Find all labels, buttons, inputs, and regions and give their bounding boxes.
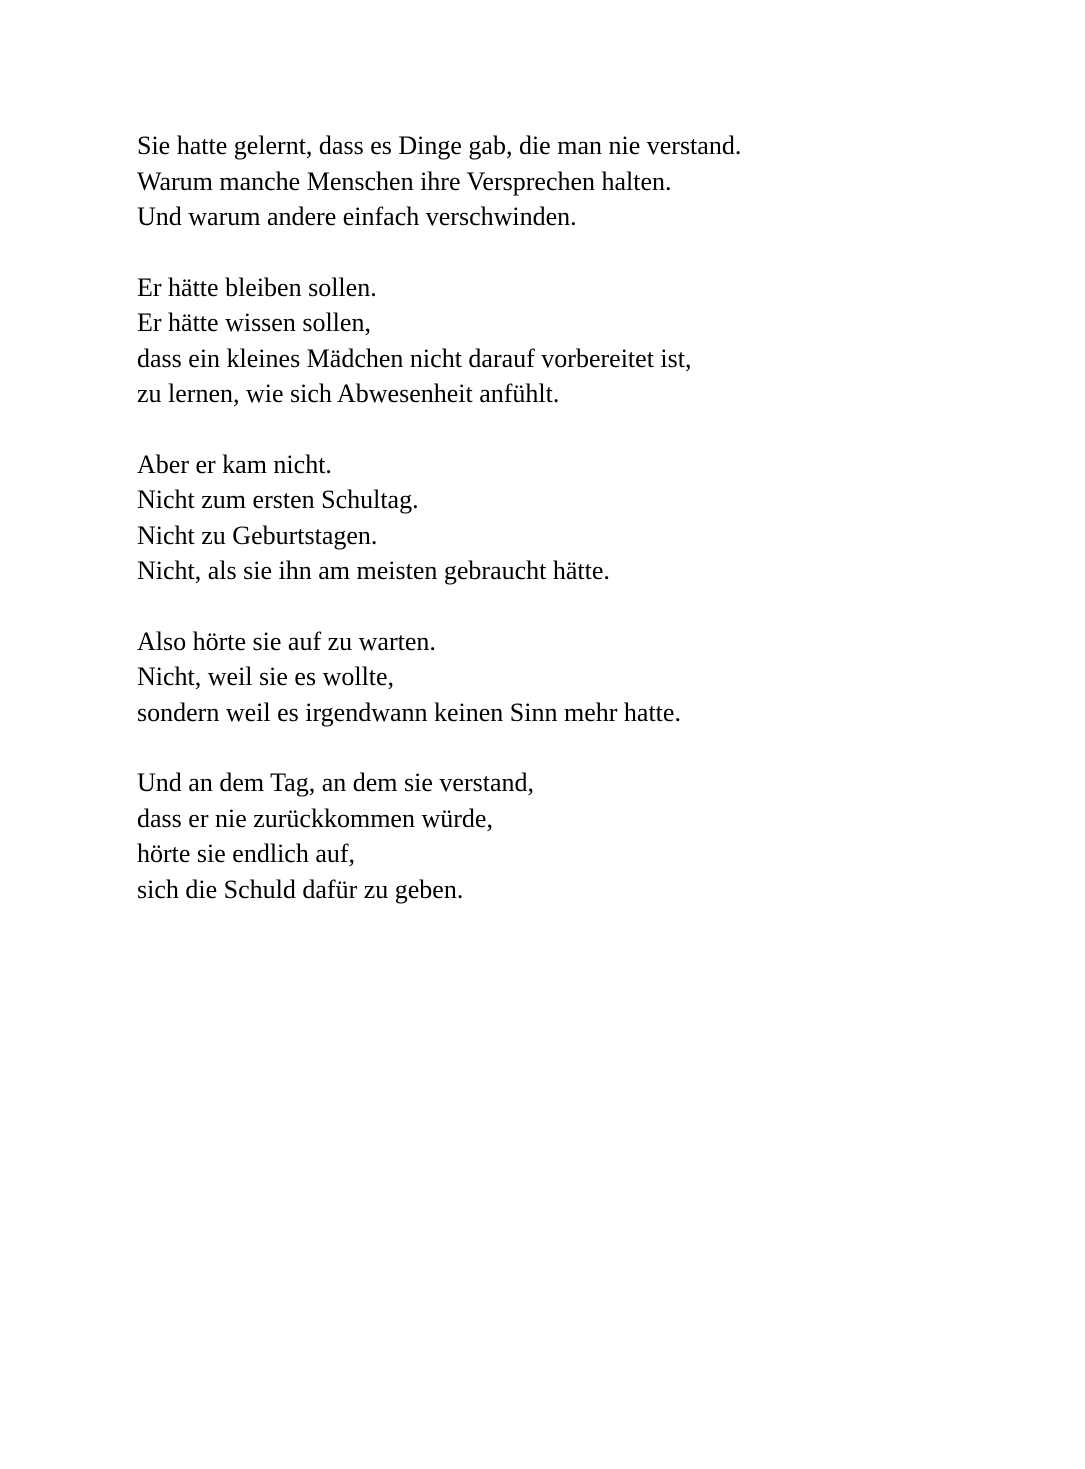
text-line: sich die Schuld dafür zu geben. xyxy=(137,874,464,904)
document-text-body xyxy=(137,128,957,907)
stanza-1 xyxy=(137,128,957,235)
text-line: Sie hatte gelernt, dass es Dinge gab, die man nie verstand. xyxy=(137,131,742,160)
text-line: Nicht, als sie ihn am meisten gebraucht hätte. xyxy=(137,556,610,585)
text-line: zu lernen, wie sich Abwesenheit anfühlt. xyxy=(137,379,560,408)
text-line: Er hätte wissen sollen, xyxy=(137,308,371,337)
text-line: dass ein kleines Mädchen nicht darauf vorbereitet ist, xyxy=(137,343,692,373)
stanza-4 xyxy=(137,624,957,731)
stanza-3 xyxy=(137,447,957,589)
stanza-5 xyxy=(137,765,957,907)
text-line: Aber er kam nicht. xyxy=(137,449,332,479)
text-line: dass er nie zurückkommen würde, xyxy=(137,803,493,833)
text-line: hörte sie endlich auf, xyxy=(137,839,356,868)
text-line: sondern weil es irgendwann keinen Sinn mehr hatte. xyxy=(137,697,681,727)
text-line: Warum manche Menschen ihre Versprechen halten. xyxy=(137,166,672,196)
text-line: Er hätte bleiben sollen. xyxy=(137,272,377,302)
stanza-2 xyxy=(137,270,957,412)
text-line: Nicht zum ersten Schultag. xyxy=(137,485,419,514)
text-line: Nicht zu Geburtstagen. xyxy=(137,520,378,550)
text-line: Und warum andere einfach verschwinden. xyxy=(137,202,577,231)
text-line: Also hörte sie auf zu warten. xyxy=(137,626,436,656)
text-line: Und an dem Tag, an dem sie verstand, xyxy=(137,768,534,797)
text-line: Nicht, weil sie es wollte, xyxy=(137,662,395,691)
